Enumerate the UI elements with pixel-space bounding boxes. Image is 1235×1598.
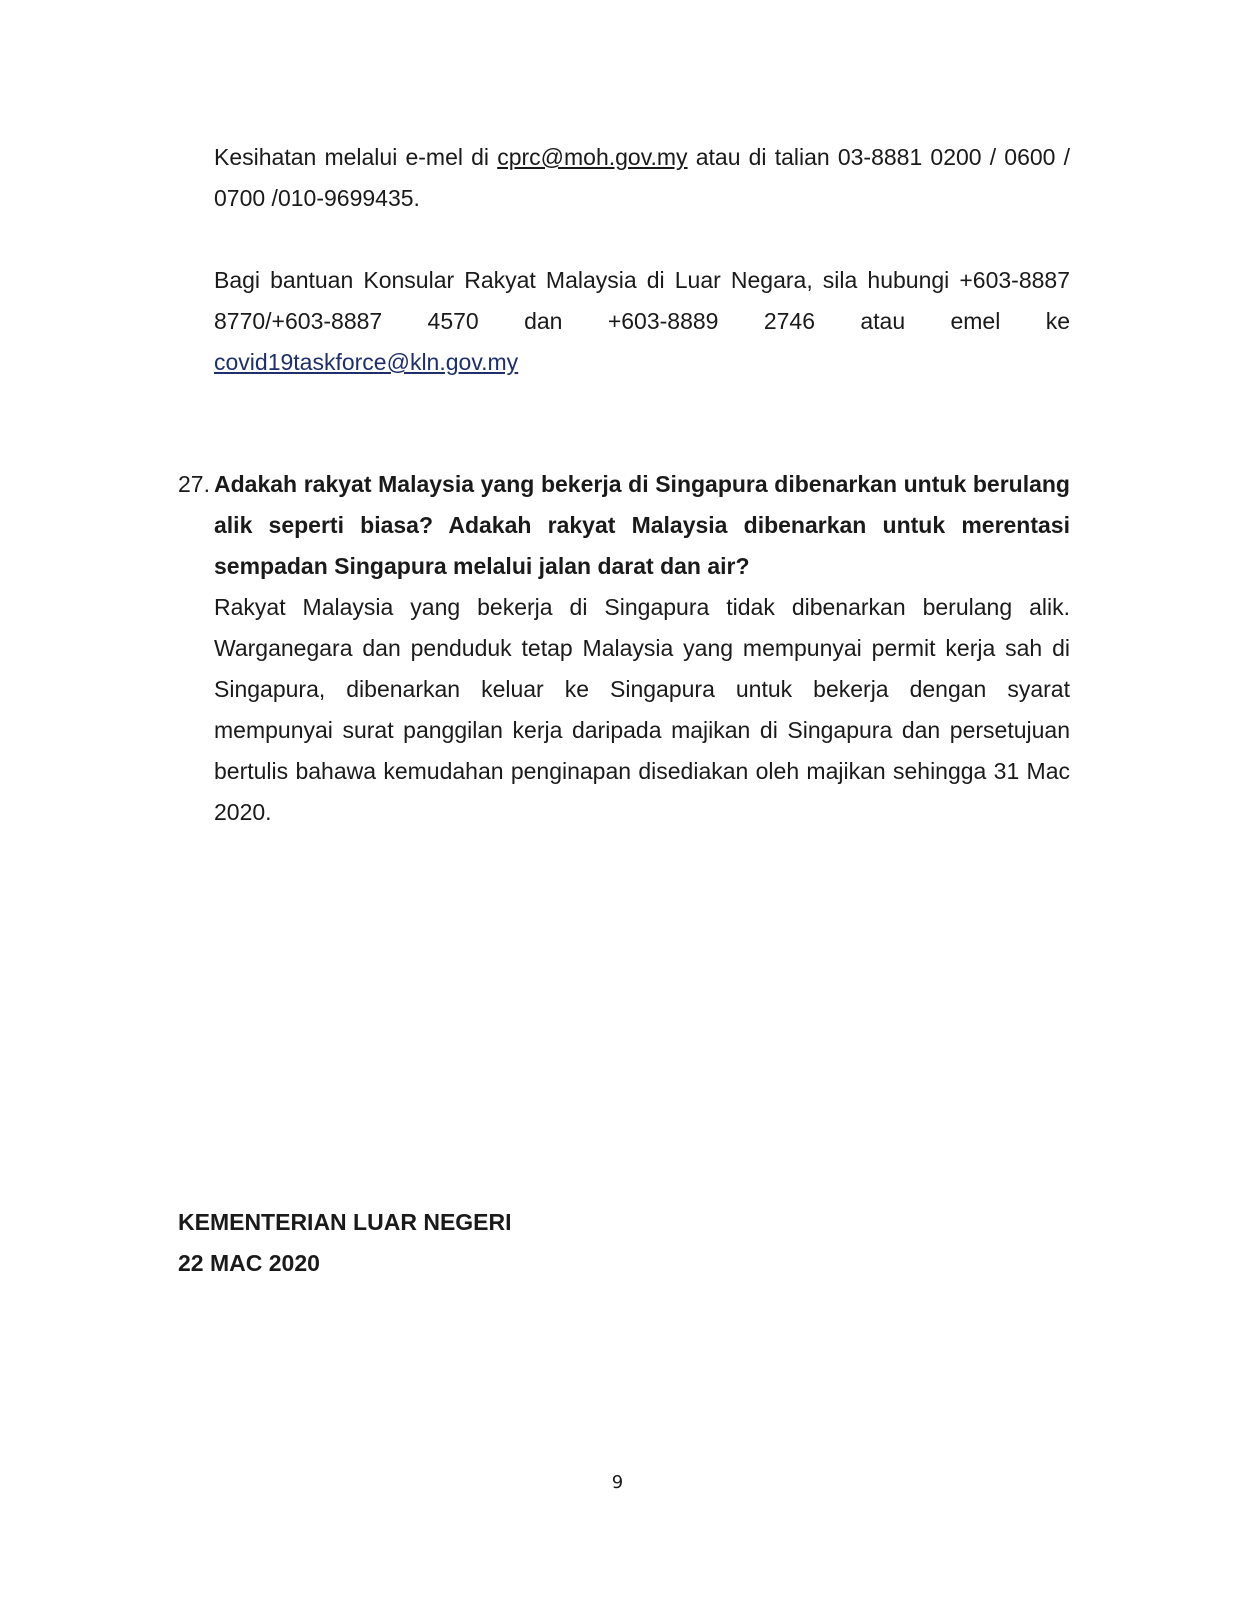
issue-date: 22 MAC 2020 xyxy=(178,1250,320,1276)
question-answer: Rakyat Malaysia yang bekerja di Singapura tidak dibenarkan berulang alik. Warganegara dan penduduk tetap Malaysia yang mempunyai permit kerja sah di Singapura, dibenarkan keluar ke Singapura untuk bekerja dengan syarat mempunyai surat panggilan kerja daripada majikan di Singapura dan persetujuan bertulis bahawa kemudahan penginapan disediakan oleh majikan sehingga 31 Mac 2020. xyxy=(214,594,1070,825)
consular-assistance-paragraph xyxy=(214,260,1070,383)
ministry-name: KEMENTERIAN LUAR NEGERI xyxy=(178,1209,512,1235)
consular-contact-text: Bagi bantuan Konsular Rakyat Malaysia di Luar Negara, sila hubungi +603-8887 8770/+603-8887 4570 dan +603-8889 2746 atau emel ke xyxy=(214,267,1070,334)
health-hotline-text: atau di talian 03-8881 0200 / 0600 / 0700 /010-9699435. xyxy=(214,144,1070,211)
question-number: 27. xyxy=(178,471,210,497)
question-heading: Adakah rakyat Malaysia yang bekerja di Singapura dibenarkan untuk berulang alik seperti biasa? Adakah rakyat Malaysia dibenarkan untuk merentasi sempadan Singapura melalui jalan darat dan air? xyxy=(214,471,1070,579)
cprc-email-link[interactable]: cprc@moh.gov.my xyxy=(497,144,688,170)
signature-block xyxy=(178,1202,512,1284)
health-contact-text: Kesihatan melalui e-mel di xyxy=(214,144,498,170)
covid-taskforce-email-link[interactable]: covid19taskforce@kln.gov.my xyxy=(214,349,519,375)
page-number: 9 xyxy=(611,1472,624,1493)
ministry-health-contact-paragraph xyxy=(214,137,1070,219)
